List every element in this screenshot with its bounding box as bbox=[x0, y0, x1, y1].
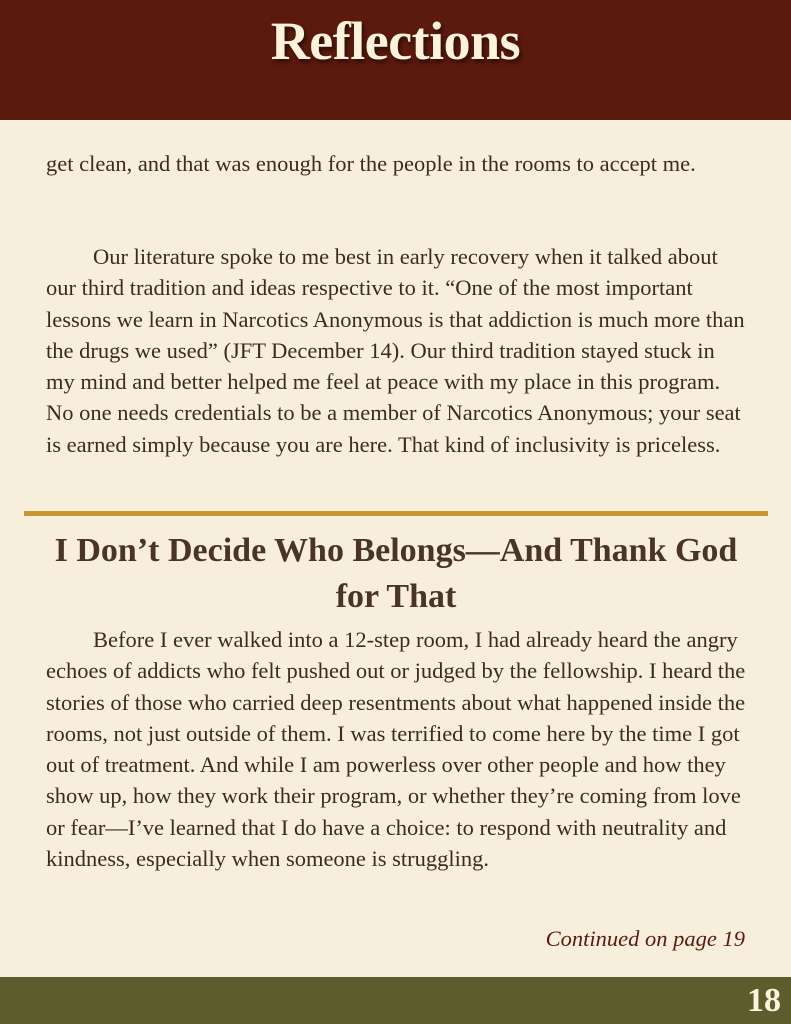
article-continuation bbox=[46, 148, 746, 179]
paragraph-third-tradition: Our literature spoke to me best in early recovery when it talked about our third tradition and ideas respective to it. “One of the most important lessons we learn in Narcotics Anonymous is that addiction is much more than the drugs we used” (JFT December 14). Our third tradition stayed stuck in my mind and better helped me feel at peace with my place in this program. No one needs credentials to be a member of Narcotics Anonymous; your seat is earned simply because you are here. That kind of inclusivity is priceless. bbox=[46, 244, 745, 457]
continued-note: Continued on page 19 bbox=[545, 926, 745, 951]
story-paragraph: Before I ever walked into a 12-step room, I had already heard the angry echoes of addicts who felt pushed out or judged by the fellowship. I heard the stories of those who carried deep resentments about what happened inside the rooms, not just outside of them. I was terrified to come here by the time I got out of treatment. And while I am powerless over other people and how they show up, how they work their program, or whether they’re coming from love or fear—I’ve learned that I do have a choice: to respond with neutrality and kindness, especially when someone is struggling. bbox=[46, 627, 746, 872]
story-body bbox=[46, 624, 746, 874]
footer-bar bbox=[0, 977, 791, 1024]
header-bar bbox=[0, 0, 791, 120]
article-body bbox=[46, 241, 746, 460]
section-title: Reflections bbox=[270, 10, 521, 71]
paragraph-continuation: get clean, and that was enough for the people in the rooms to accept me. bbox=[46, 151, 696, 176]
page-number: 18 bbox=[747, 982, 781, 1019]
story-title: I Don’t Decide Who Belongs—And Thank God for That bbox=[54, 532, 738, 615]
section-divider bbox=[24, 511, 768, 516]
